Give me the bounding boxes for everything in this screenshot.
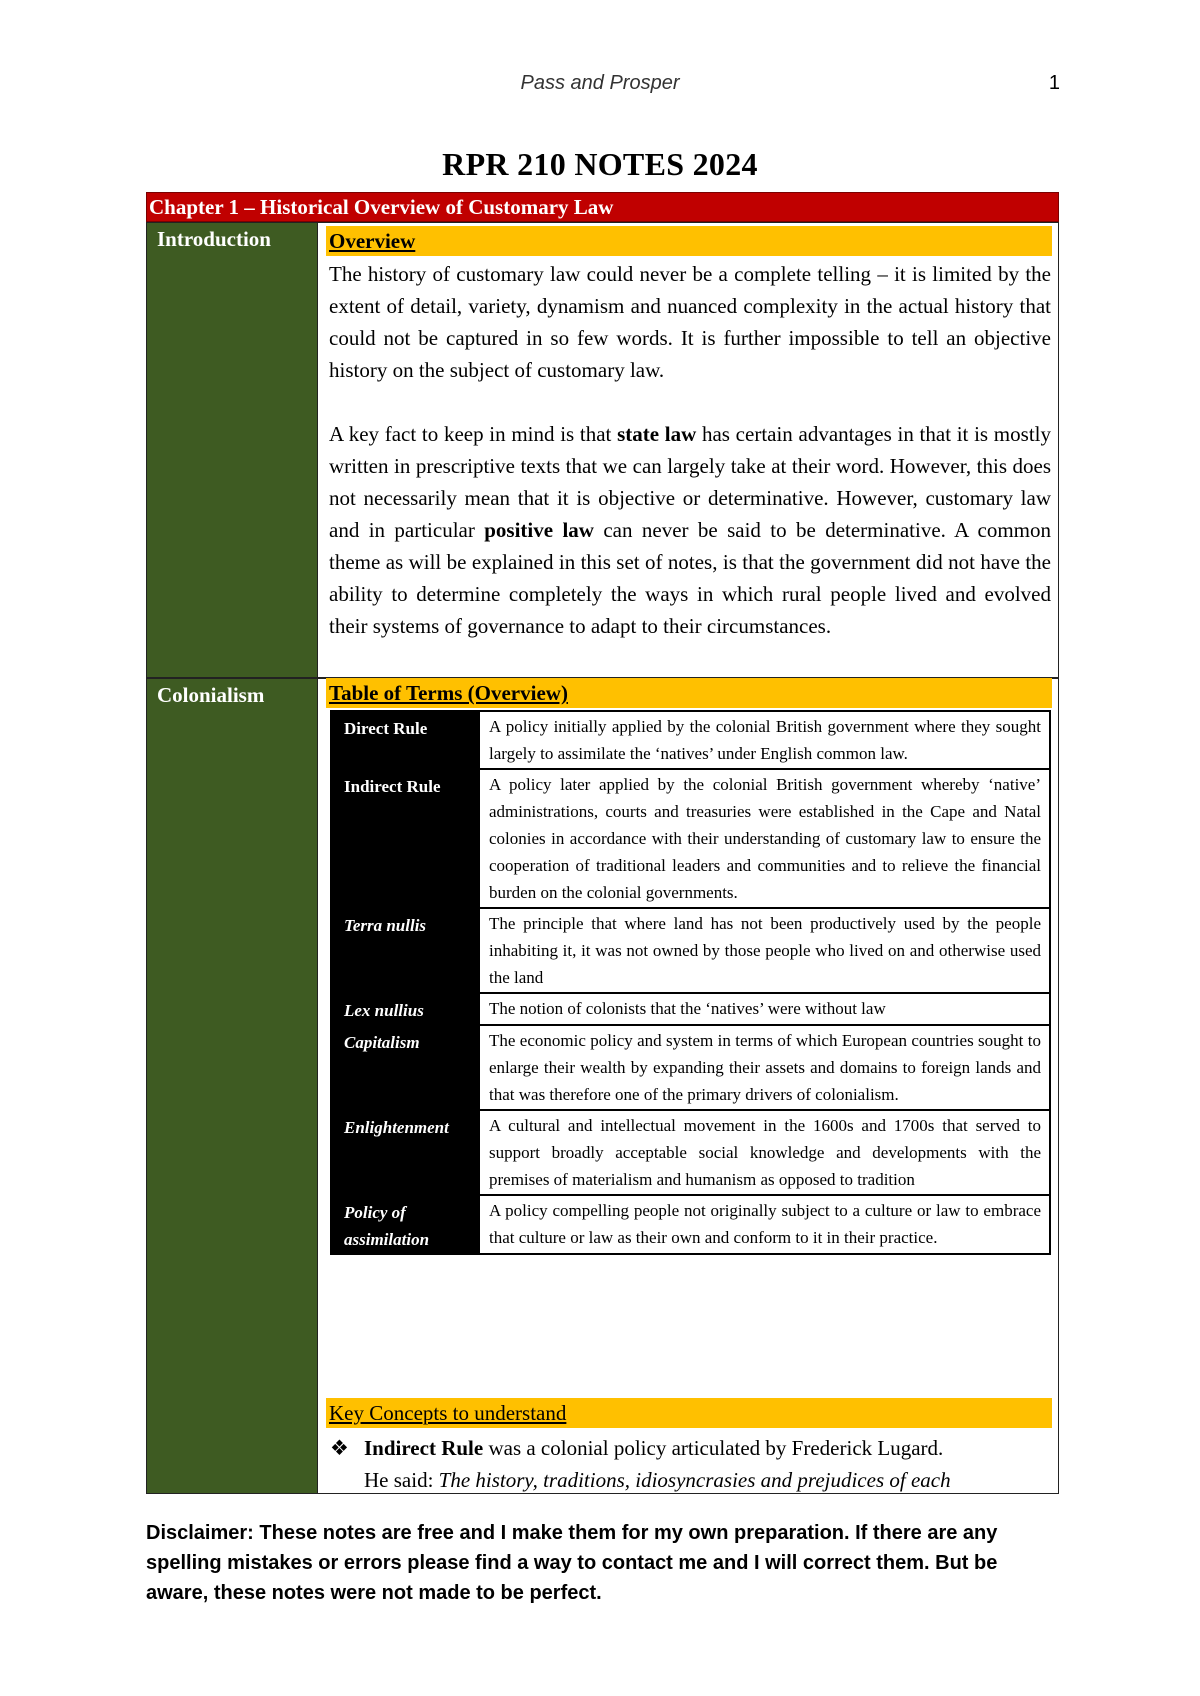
- term-name: Capitalism: [332, 1026, 478, 1109]
- key-term-indirect-rule: Indirect Rule: [364, 1436, 484, 1460]
- section-label-colonialism: [146, 678, 318, 1494]
- intro-paragraph-1: The history of customary law could never be a complete telling – it is limited by the extent of detail, variety, dynamism and nuanced complexity in the actual history that could not be captured in so few words. It is further impossible to tell an objective history on the subject of customary law.: [329, 262, 1051, 382]
- table-row: [332, 994, 1049, 1026]
- key-concepts-heading: [326, 1398, 1052, 1428]
- terms-table-heading: [326, 678, 1052, 708]
- term-definition: The notion of colonists that the ‘natives’ were without law: [478, 994, 1049, 1024]
- table-row: [332, 770, 1049, 909]
- term-definition: The economic policy and system in terms of which European countries sought to enlarge their wealth by expanding their assets and domains to foreign lands and that was therefore one of the primary drivers of colonialism.: [478, 1026, 1049, 1109]
- term-name: Terra nullis: [332, 909, 478, 992]
- table-row: [332, 909, 1049, 994]
- document-title: RPR 210 NOTES 2024: [442, 146, 758, 182]
- diamond-bullet-icon: ❖: [330, 1436, 349, 1460]
- key-concept-text: was a colonial policy articulated by Frederick Lugard.: [483, 1436, 944, 1460]
- section-label-introduction: [146, 222, 318, 678]
- introduction-label: Introduction: [157, 227, 271, 251]
- disclaimer-text: Disclaimer: These notes are free and I make them for my own preparation. If there are any spelling mistakes or errors please find a way to contact me and I will correct them. But be aware, these notes were not made to be perfect.: [146, 1522, 998, 1604]
- table-row: [332, 712, 1049, 770]
- table-row: [332, 1111, 1049, 1196]
- term-definition: A cultural and intellectual movement in the 1600s and 1700s that served to support broadly acceptable social knowledge and developments with the premises of materialism and humanism as opposed to tradition: [478, 1111, 1049, 1194]
- term-name: Direct Rule: [332, 712, 478, 768]
- overview-heading: [326, 226, 1052, 256]
- colonialism-label: Colonialism: [157, 683, 265, 707]
- page-header: [0, 72, 1200, 102]
- term-name: Lex nullius: [332, 994, 478, 1024]
- term-definition: A policy initially applied by the colonial British government where they sought largely to assimilate the ‘natives’ under English common law.: [478, 712, 1049, 768]
- table-row: [332, 1196, 1049, 1253]
- intro-paragraph-2: [329, 418, 1051, 642]
- table-row: [332, 1026, 1049, 1111]
- term-name: Enlightenment: [332, 1111, 478, 1194]
- key-concept-quote: The history, traditions, idiosyncrasies and prejudices of each: [438, 1468, 951, 1492]
- para2-bold-positive-law: positive law: [484, 518, 594, 542]
- header-title: Pass and Prosper: [520, 72, 680, 94]
- term-definition: A policy compelling people not originally subject to a culture or law to embrace that culture or law as their own and conform to it in their practice.: [478, 1196, 1049, 1253]
- para2-text-a: A key fact to keep in mind is that: [329, 422, 618, 446]
- key-concept-quote-intro: He said:: [364, 1468, 439, 1492]
- key-concept-item: [330, 1432, 1052, 1496]
- terms-table: [330, 710, 1051, 1255]
- term-definition: A policy later applied by the colonial British government whereby ‘native’ administrations, courts and treasuries were established in the Cape and Natal colonies in accordance with their understanding of customary law to ensure the cooperation of traditional leaders and communities and to relieve the financial burden on the colonial governments.: [478, 770, 1049, 907]
- term-name: Policy of assimilation: [332, 1196, 478, 1253]
- key-concepts-heading-text: Key Concepts to understand: [329, 1401, 567, 1425]
- term-name: Indirect Rule: [332, 770, 478, 907]
- term-definition: The principle that where land has not been productively used by the people inhabiting it, it was not owned by those people who lived on and otherwise used the land: [478, 909, 1049, 992]
- para2-text-c: has certain advantages in that it is mostly written in prescriptive texts that we can largely take at their word. However, this does not necessarily mean that it is objective or determinative. However, customary law and in particular: [329, 422, 1051, 542]
- para2-bold-state-law: state law: [617, 422, 697, 446]
- terms-table-heading-text: Table of Terms (Overview): [329, 681, 568, 705]
- overview-heading-text: Overview: [329, 229, 416, 253]
- para2-text-e: can never be said to be determinative. A common theme as will be explained in this set of notes, is that the government did not have the ability to determine completely the ways in which rural people lived and evolved their systems of governance to adapt to their circumstances.: [329, 518, 1051, 638]
- page-number: 1: [1048, 72, 1060, 94]
- chapter-heading: Chapter 1 – Historical Overview of Customary Law: [146, 192, 1059, 222]
